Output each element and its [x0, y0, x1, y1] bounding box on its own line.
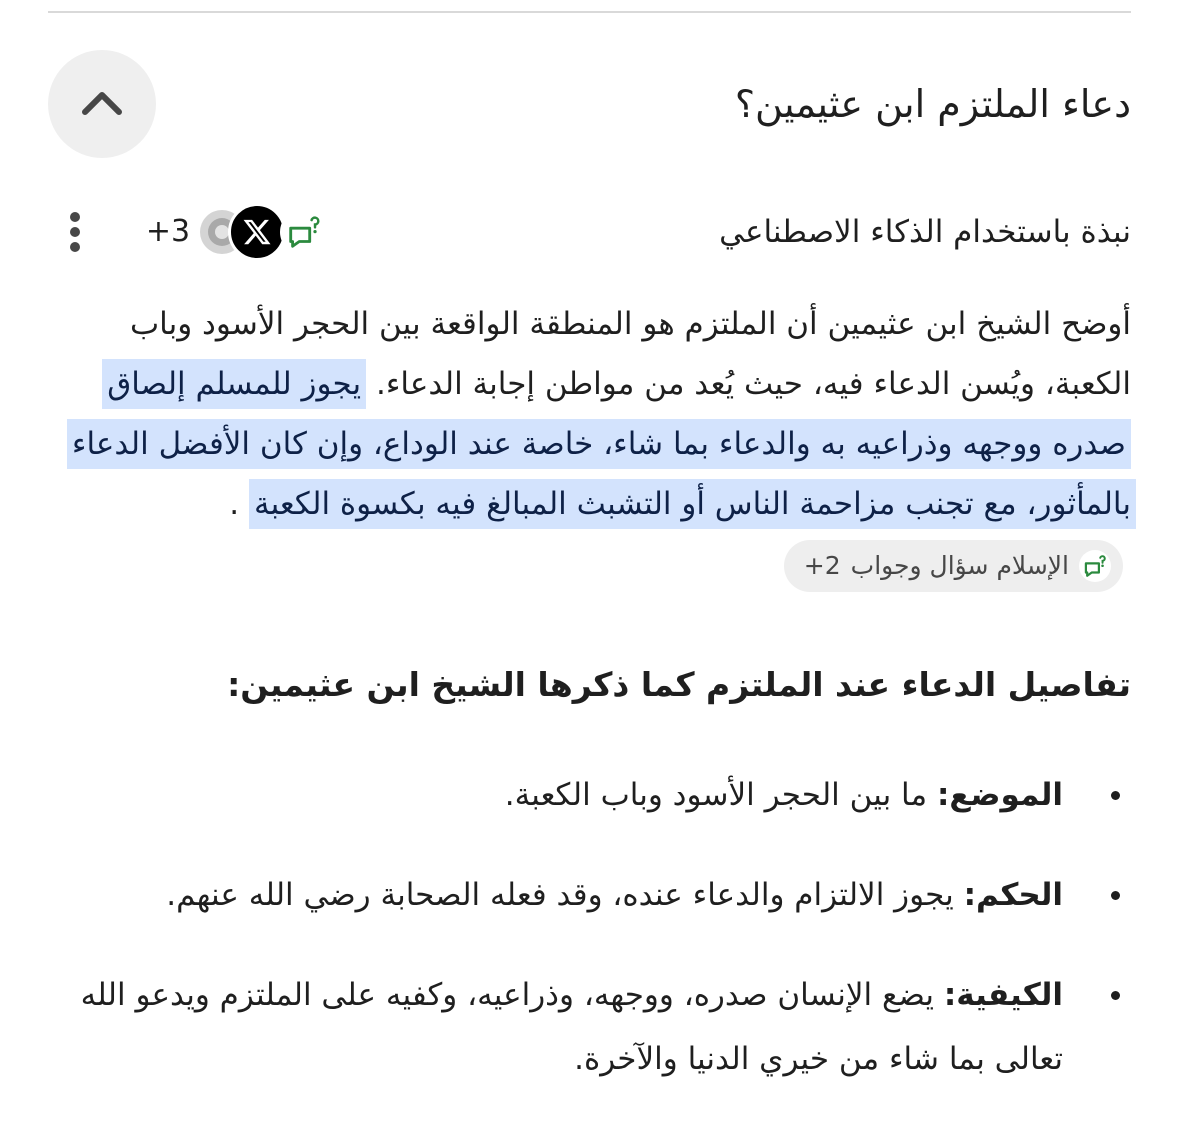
islamqa-icon	[1079, 550, 1111, 582]
list-item-content	[48, 963, 1063, 1091]
collapse-button[interactable]	[48, 50, 156, 158]
islamqa-icon	[280, 208, 328, 256]
details-heading: تفاصيل الدعاء عند الملتزم كما ذكرها الشيخ ابن عثيمين:	[227, 665, 1131, 704]
overview-text-end: .	[229, 486, 240, 522]
citation-chip[interactable]	[784, 540, 1123, 592]
top-divider	[48, 11, 1131, 13]
ai-overview-label: نبذة باستخدام الذكاء الاصطناعي	[719, 214, 1131, 250]
list-item	[48, 763, 1131, 827]
bullet-dot	[1111, 791, 1120, 800]
item-label: الكيفية:	[943, 977, 1063, 1013]
item-text: ما بين الحجر الأسود وباب الكعبة.	[504, 777, 928, 813]
citation-source: الإسلام سؤال وجواب	[850, 550, 1069, 580]
ai-overview-header	[48, 200, 1131, 264]
more-vertical-icon	[67, 210, 83, 254]
x-logo-icon	[228, 203, 286, 261]
citation-more-count: +2	[803, 550, 841, 580]
list-item	[48, 963, 1131, 1091]
bullet-column	[1063, 963, 1131, 1027]
bullet-column	[1063, 763, 1131, 827]
overview-content	[48, 294, 1131, 1091]
bullet-column	[1063, 863, 1131, 927]
item-label: الموضع:	[936, 777, 1063, 813]
chevron-up-icon	[48, 50, 156, 158]
more-options-button[interactable]	[59, 200, 91, 264]
bullet-dot	[1111, 991, 1120, 1000]
sources-button[interactable]	[144, 204, 334, 260]
item-text: يجوز الالتزام والدعاء عنده، وقد فعله الصحابة رضي الله عنهم.	[166, 877, 954, 913]
list-item-content	[48, 763, 1063, 827]
question-title[interactable]: دعاء الملتزم ابن عثيمين؟	[734, 82, 1131, 126]
item-label: الحكم:	[963, 877, 1063, 913]
highlighted-text: يجوز للمسلم إلصاق صدره ووجهه وذراعيه به والدعاء بما شاء، خاصة عند الوداع، وإن كان الأفضل الدعاء بالمأثور، مع تجنب مزاحمة الناس أو التشبث المبالغ فيه بكسوة الكعبة	[67, 359, 1136, 529]
details-list	[48, 763, 1131, 1091]
sources-more-count: +3	[145, 214, 191, 249]
list-item	[48, 863, 1131, 927]
bullet-dot	[1111, 891, 1120, 900]
overview-paragraph	[48, 294, 1131, 594]
item-text: يضع الإنسان صدره، ووجهه، وذراعيه، وكفيه على الملتزم ويدعو الله تعالى بما شاء من خيري الدنيا والآخرة.	[80, 977, 1063, 1077]
overview-text: أوضح الشيخ ابن عثيمين أن الملتزم هو المنطقة الواقعة بين الحجر الأسود وباب الكعبة، ويُسن الدعاء فيه، حيث يُعد من مواطن إجابة الدعاء.	[129, 306, 1131, 402]
list-item-content	[48, 863, 1063, 927]
question-header[interactable]	[48, 50, 1131, 158]
